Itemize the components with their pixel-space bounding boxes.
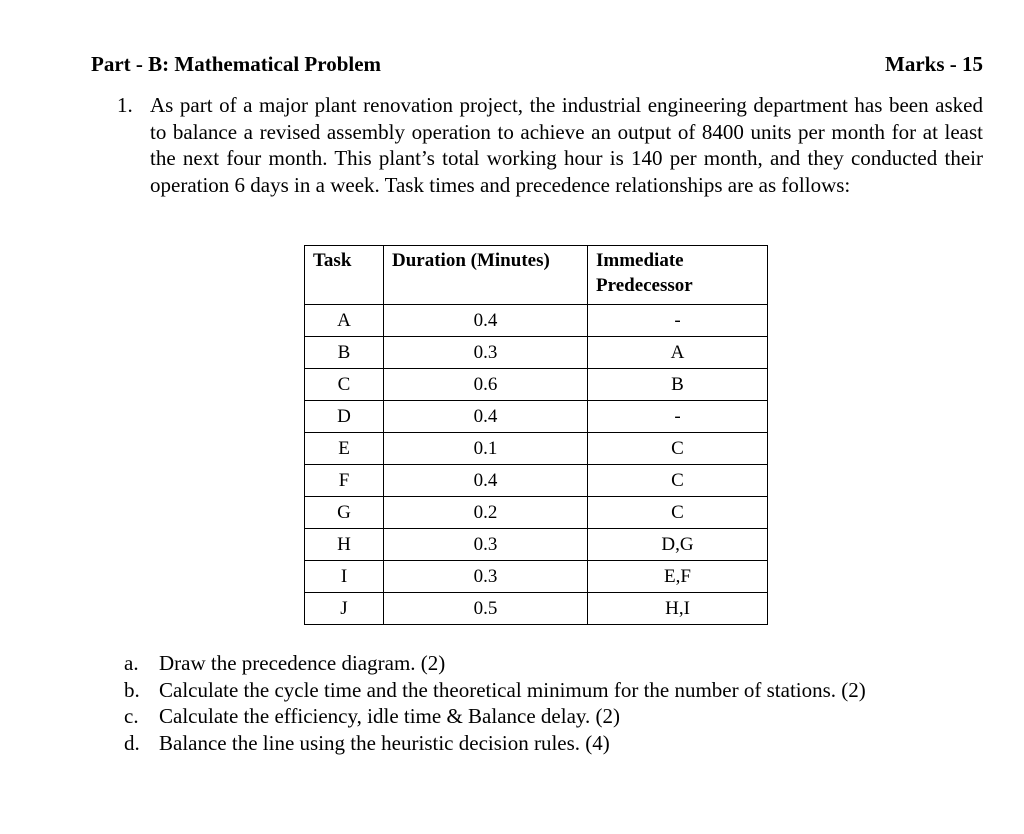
task-table [304,245,768,625]
table-row [305,529,768,561]
task-cell: F [305,465,384,497]
table-row [305,337,768,369]
duration-cell: 0.4 [384,305,588,337]
predecessor-cell: - [588,401,768,433]
marks-label: Marks - 15 [885,52,983,76]
table-row [305,497,768,529]
table-header-row [305,246,768,305]
table-row [305,465,768,497]
predecessor-cell: E,F [588,561,768,593]
task-cell: B [305,337,384,369]
subquestion-label: b. [124,677,140,702]
question-1 [117,92,983,198]
duration-cell: 0.6 [384,369,588,401]
predecessor-cell: D,G [588,529,768,561]
table-row [305,593,768,625]
subquestion-text: Balance the line using the heuristic decision rules. (4) [159,730,610,755]
task-cell: A [305,305,384,337]
table-row [305,433,768,465]
question-text: As part of a major plant renovation project, the industrial engineering department has been asked to balance a revised assembly operation to achieve an output of 8400 units per month for at least the next four month. This plant’s total working hour is 140 per month, and they conducted their operation 6 days in a week. Task times and precedence relationships are as follows: [150,93,983,197]
task-cell: H [305,529,384,561]
table-row [305,561,768,593]
header-predecessor-line1: Immediate [596,250,684,271]
duration-cell: 0.3 [384,561,588,593]
subquestion-text: Calculate the cycle time and the theoretical minimum for the number of stations. (2) [159,677,866,702]
predecessor-cell: C [588,465,768,497]
section-title: Part - B: Mathematical Problem [91,52,382,76]
predecessor-cell: B [588,369,768,401]
predecessor-cell: A [588,337,768,369]
predecessor-cell: C [588,433,768,465]
task-cell: G [305,497,384,529]
task-cell: J [305,593,384,625]
task-cell: E [305,433,384,465]
section-header [91,52,983,80]
header-task: Task [305,246,384,305]
table-row [305,305,768,337]
table-row [305,401,768,433]
subquestion-label: d. [124,730,140,755]
duration-cell: 0.2 [384,497,588,529]
subquestion-label: c. [124,704,139,728]
predecessor-cell: H,I [588,593,768,625]
header-duration: Duration (Minutes) [384,246,588,305]
task-cell: D [305,401,384,433]
subquestion-text: Calculate the efficiency, idle time & Balance delay. (2) [159,704,621,728]
question-number: 1. [117,93,133,117]
header-predecessor [588,246,768,305]
duration-cell: 0.4 [384,401,588,433]
duration-cell: 0.4 [384,465,588,497]
subquestion-text: Draw the precedence diagram. (2) [159,651,446,675]
duration-cell: 0.3 [384,337,588,369]
duration-cell: 0.5 [384,593,588,625]
duration-cell: 0.3 [384,529,588,561]
duration-cell: 0.1 [384,433,588,465]
header-predecessor-line2: Predecessor [596,275,693,296]
subquestion-label: a. [124,651,139,675]
task-cell: I [305,561,384,593]
task-cell: C [305,369,384,401]
predecessor-cell: - [588,305,768,337]
predecessor-cell: C [588,497,768,529]
table-row [305,369,768,401]
